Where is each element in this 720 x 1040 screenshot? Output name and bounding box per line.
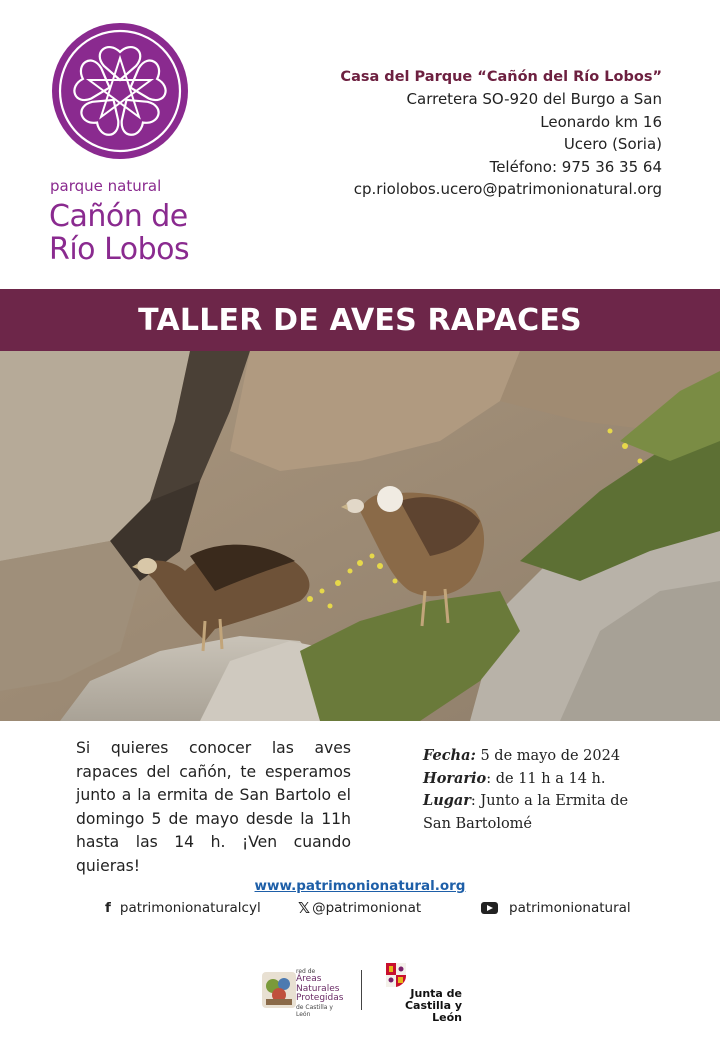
areas-line2: Naturales [296,983,340,994]
facebook-icon: f [105,900,111,916]
contact-email[interactable]: cp.riolobos.ucero@patrimonionatural.org [353,180,662,199]
youtube-link[interactable] [481,898,631,918]
griffon-vultures-on-cliff-photo [0,351,720,721]
interlaced-hearts-emblem-icon [50,22,190,160]
logo-subtitle: parque natural [50,177,162,195]
areas-small-top: red de [296,968,316,975]
contact-address-line1: Carretera SO-920 del Burgo a San [406,90,662,109]
fecha-value: 5 de mayo de 2024 [475,748,621,764]
coat-of-arms-icon [385,962,407,988]
x-handle: @patrimonionat [312,900,422,916]
horario-label: Horario [423,769,487,787]
title-band [0,289,720,351]
fecha-row [423,745,653,768]
youtube-handle: patrimonionatural [509,900,631,916]
facebook-handle: patrimonionaturalcyl [119,900,261,916]
contact-phone: Teléfono: 975 36 35 64 [489,157,662,176]
horario-row [423,768,653,791]
lugar-row [423,790,653,835]
lugar-label: Lugar [423,792,471,810]
contact-block [340,66,662,200]
contact-address-line2: Leonardo km 16 [540,112,662,131]
horario-value: : de 11 h a 14 h. [486,770,606,787]
logo-name-line2: Río Lobos [49,232,190,267]
logo-name-line1: Cañón de [49,199,188,234]
areas-small-bottom: de Castilla y León [296,1003,333,1018]
event-details [423,745,653,835]
lugar-value: : Junto a la Ermita de San Bartolomé [423,793,629,832]
areas-naturales-logo [262,968,348,1018]
x-link[interactable] [298,898,421,918]
facebook-link[interactable] [105,898,261,918]
x-icon: 𝕏 [298,899,311,917]
areas-line1: Áreas [296,974,322,984]
junta-line1: Junta de [410,987,462,1000]
event-description: Si quieres conocer las aves rapaces del cañón, te esperamos junto a la ermita de San Bartolo el domingo 5 de mayo desde la 11h hasta las 14 h. ¡Ven cuando quieras! [76,739,351,875]
areas-naturales-mark-icon [262,972,296,1008]
footer-divider [361,970,362,1010]
junta-castilla-leon-logo [377,962,462,1024]
youtube-icon [481,902,498,914]
contact-house-name: Casa del Parque “Cañón del Río Lobos” [340,69,662,85]
page-title: TALLER DE AVES RAPACES [138,302,582,338]
website-link[interactable]: www.patrimonionatural.org [254,878,466,894]
contact-address-line3: Ucero (Soria) [563,135,662,154]
fecha-label: Fecha: [423,747,476,764]
areas-line3: Protegidas [296,993,344,1003]
junta-line2: Castilla y León [404,999,462,1024]
